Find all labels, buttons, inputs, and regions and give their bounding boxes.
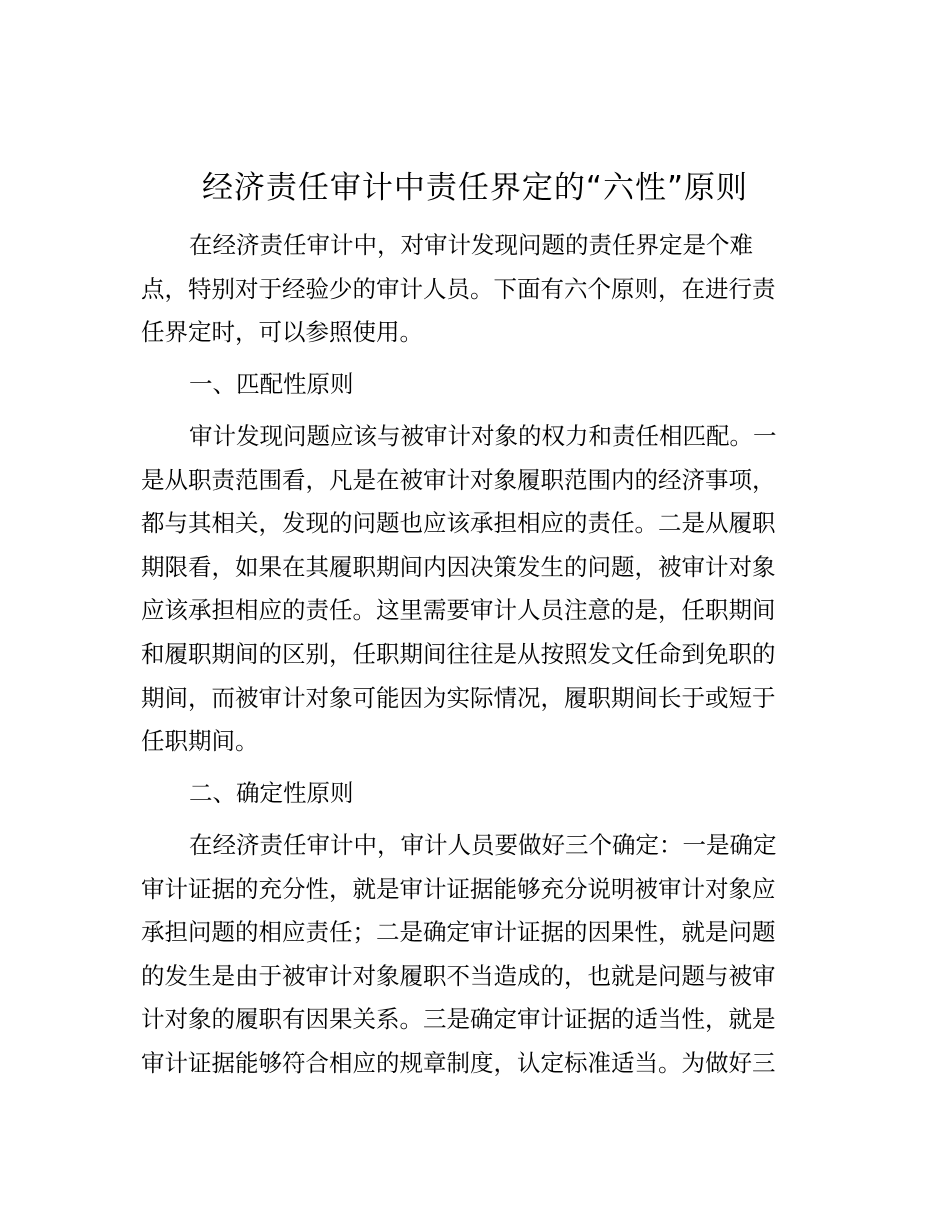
paragraph-line: 审计证据能够符合相应的规章制度，认定标准适当。为做好三 [141, 1048, 776, 1077]
paragraph-line: 在经济责任审计中，审计人员要做好三个确定：一是确定 [189, 831, 777, 859]
paragraph-line: 审计证据的充分性，就是审计证据能够充分说明被审计对象应 [141, 874, 776, 903]
paragraph-line: 应该承担相应的责任。这里需要审计人员注意的是，任职期间 [141, 596, 776, 625]
paragraph-line: 期间，而被审计对象可能因为实际情况，履职期间长于或短于 [141, 683, 776, 712]
section1-paragraph [141, 415, 811, 764]
paragraph-line: 在经济责任审计中，对审计发现问题的责任界定是个难 [189, 231, 753, 259]
paragraph-line: 计对象的履职有因果关系。三是确定审计证据的适当性，就是 [141, 1005, 776, 1034]
paragraph-line: 点，特别对于经验少的审计人员。下面有六个原则，在进行责 [141, 274, 776, 303]
section-heading-1: 一、匹配性原则 [189, 370, 354, 398]
section-heading-2: 二、确定性原则 [189, 779, 354, 807]
paragraph-line: 和履职期间的区别，任职期间往往是从按照发文任命到免职的 [141, 639, 776, 668]
document-title: 经济责任审计中责任界定的“六性”原则 [201, 170, 749, 206]
paragraph-line: 承担问题的相应责任；二是确定审计证据的因果性，就是问题 [141, 918, 776, 947]
paragraph-line: 任界定时，可以参照使用。 [141, 318, 423, 347]
intro-paragraph [141, 224, 811, 355]
paragraph-line: 任职期间。 [141, 727, 259, 756]
paragraph-line: 期限看，如果在其履职期间内因决策发生的问题，被审计对象 [141, 552, 776, 581]
paragraph-line: 是从职责范围看，凡是在被审计对象履职范围内的经济事项， [141, 465, 776, 494]
paragraph-line: 审计发现问题应该与被审计对象的权力和责任相匹配。一 [189, 422, 777, 450]
paragraph-line: 的发生是由于被审计对象履职不当造成的，也就是问题与被审 [141, 961, 776, 990]
paragraph-line: 都与其相关，发现的问题也应该承担相应的责任。二是从履职 [141, 509, 776, 538]
section2-paragraph [141, 824, 811, 1086]
